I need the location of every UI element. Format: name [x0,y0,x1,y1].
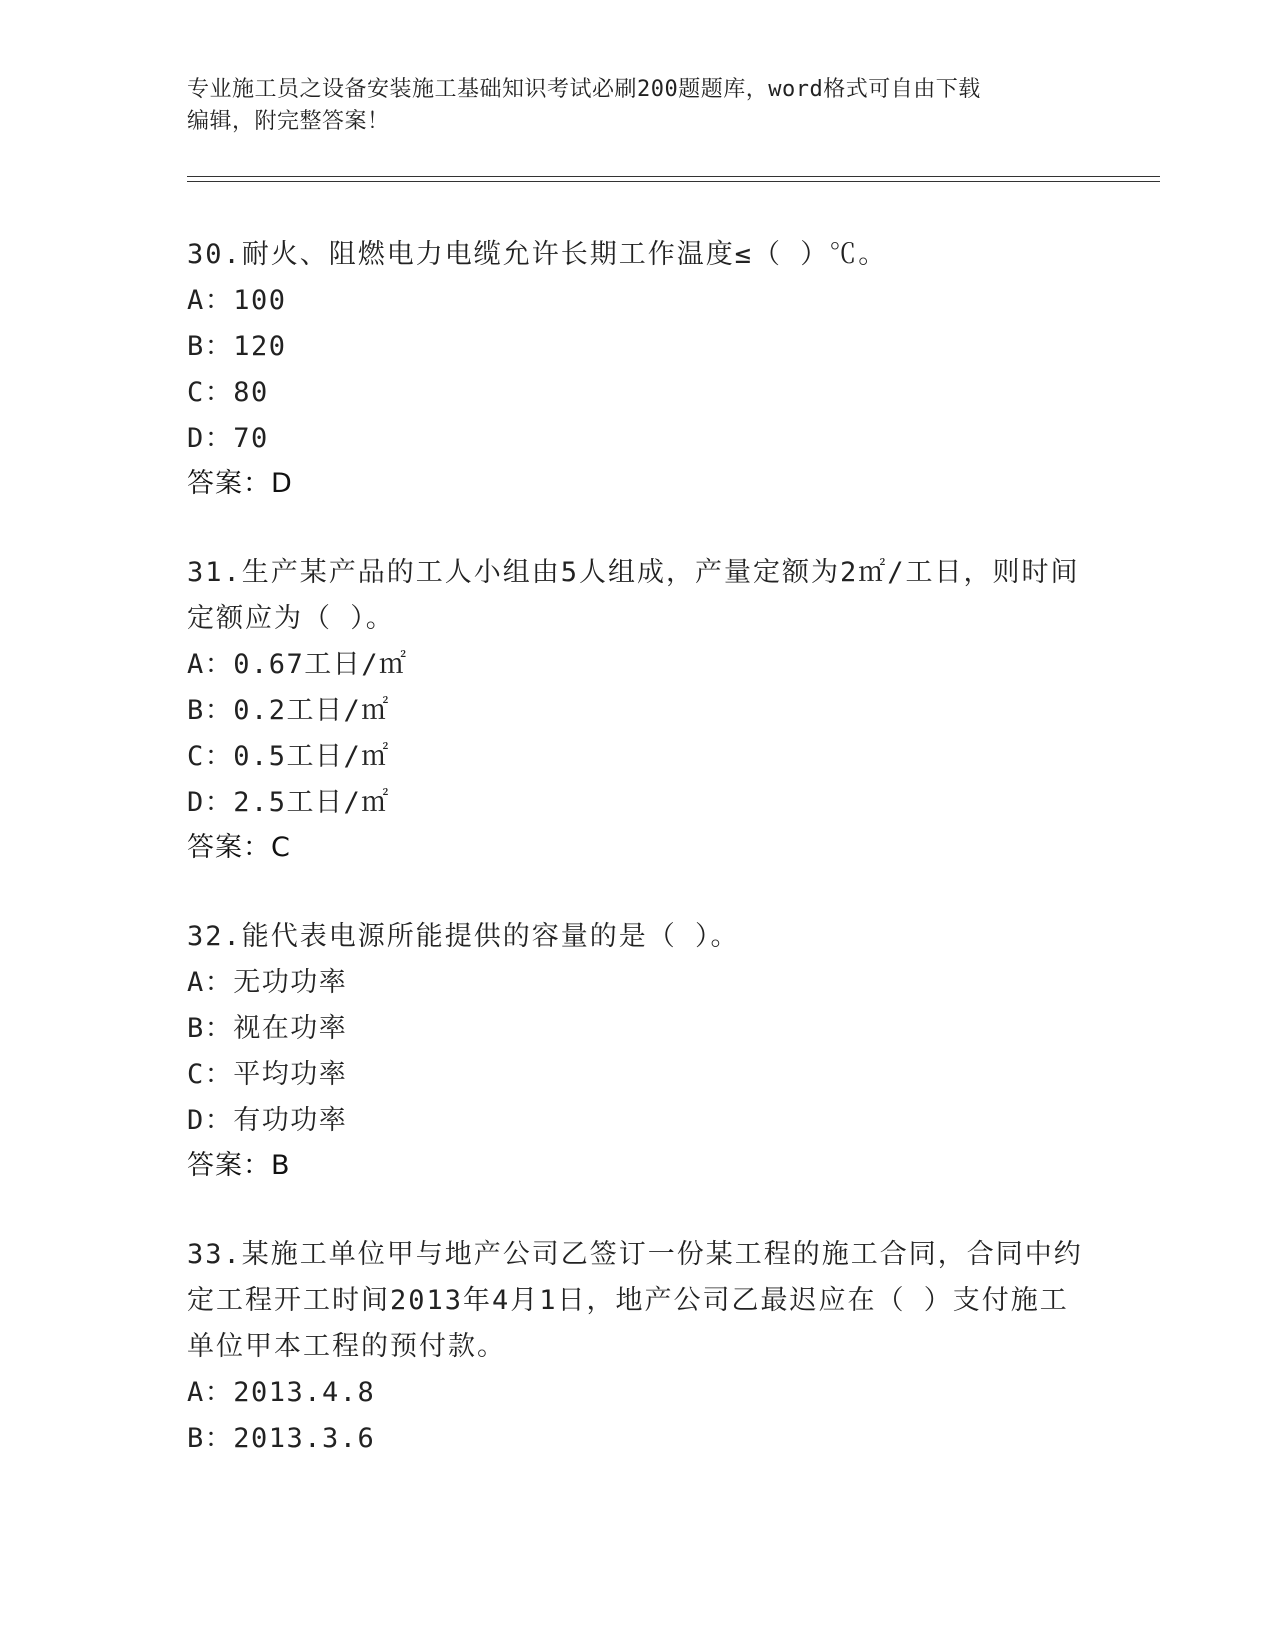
question-31 [187,550,1087,870]
option-d: D：有功功率 [187,1105,348,1136]
question-text: 33.某施工单位甲与地产公司乙签订一份某工程的施工合同，合同中约定工程开工时间2013年4月1日，地产公司乙最迟应在（ ）支付施工单位甲本工程的预付款。 [187,1239,1083,1362]
option-a: A：无功功率 [187,967,348,998]
header-title-line-1: 专业施工员之设备安装施工基础知识考试必刷200题题库，word格式可自由下载 [187,77,981,102]
question-30 [187,232,1087,506]
option-a: A：100 [187,285,287,316]
question-32 [187,914,1087,1188]
option-b: B：0.2工日/㎡ [187,695,390,726]
question-text: 32.能代表电源所能提供的容量的是（ ）。 [187,921,740,952]
question-33 [187,1232,1087,1462]
answer-line: 答案：C [187,832,291,863]
question-text: 31.生产某产品的工人小组由5人组成，产量定额为2㎡/工日，则时间定额应为（ ）。 [187,557,1080,634]
option-c: C：平均功率 [187,1059,348,1090]
option-d: D：70 [187,423,269,454]
option-b: B：视在功率 [187,1013,348,1044]
option-a: A：0.67工日/㎡ [187,649,408,680]
document-header [187,74,1087,138]
option-c: C：0.5工日/㎡ [187,741,390,772]
answer-line: 答案：B [187,1150,291,1181]
header-divider-bottom [187,181,1160,182]
question-list [187,232,1087,1462]
option-c: C：80 [187,377,269,408]
header-title-line-2: 编辑，附完整答案！ [187,109,390,134]
option-b: B：120 [187,331,287,362]
option-b: B：2013.3.6 [187,1423,376,1454]
question-text: 30.耐火、阻燃电力电缆允许长期工作温度≤（ ）℃。 [187,239,888,270]
answer-line: 答案：D [187,468,293,499]
option-a: A：2013.4.8 [187,1377,376,1408]
option-d: D：2.5工日/㎡ [187,787,390,818]
header-divider-top [187,176,1160,177]
